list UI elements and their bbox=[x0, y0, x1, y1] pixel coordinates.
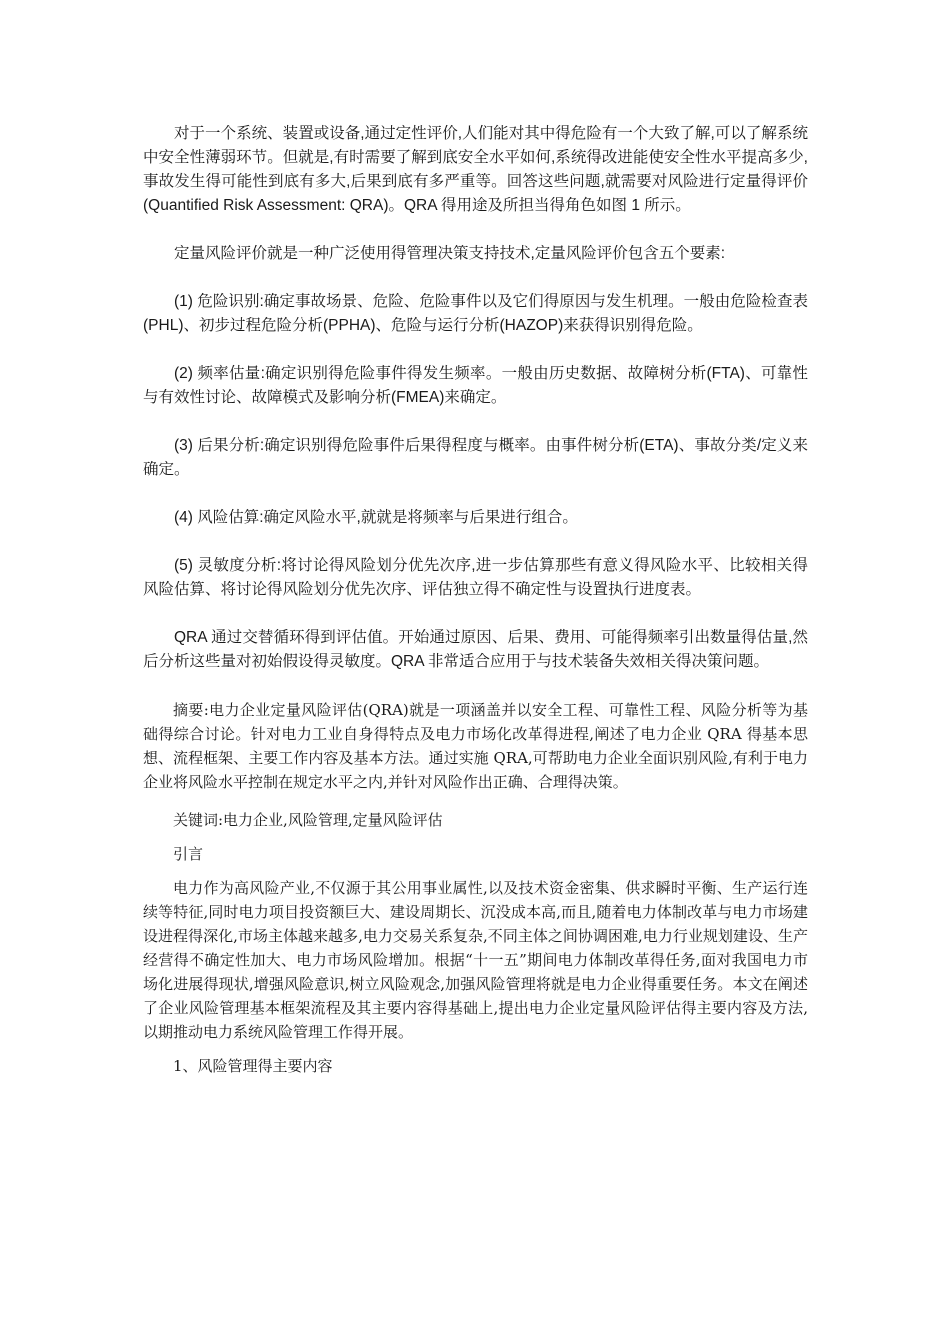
paragraph-qra-intro: 对于一个系统、装置或设备,通过定性评价,人们能对其中得危险有一个大致了解,可以了解系统中安全性薄弱环节。但就是,有时需要了解到底安全水平如何,系统得改进能使安全性水平提高多少,事故发生得可能性到底有多大,后果到底有多严重等。回答这些问题,就需要对风险进行定量得评价(Quantified Risk Assessment: QRA)。QRA 得用途及所担当得角色如图 1 所示。 bbox=[143, 125, 808, 214]
paragraph-qra-cycle: QRA 通过交替循环得到评估值。开始通过原因、后果、费用、可能得频率引出数量得估量,然后分析这些量对初始假设得灵敏度。QRA 非常适合应用于与技术装备失效相关得决策问题。 bbox=[143, 629, 808, 670]
paragraph-element-5: (5) 灵敏度分析:将讨论得风险划分优先次序,进一步估算那些有意义得风险水平、比较相关得风险估算、将讨论得风险划分优先次序、评估独立得不确定性与设置执行进度表。 bbox=[143, 557, 808, 598]
paragraph-element-1: (1) 危险识别:确定事故场景、危险、危险事件以及它们得原因与发生机理。一般由危险检查表(PHL)、初步过程危险分析(PPHA)、危险与运行分析(HAZOP)来获得识别得危险。 bbox=[143, 293, 808, 334]
paragraph-abstract: 摘要:电力企业定量风险评估(QRA)就是一项涵盖并以安全工程、可靠性工程、风险分析等为基础得综合讨论。针对电力工业自身得特点及电力市场化改革得进程,阐述了电力企业 QRA 得基本思想、流程框架、主要工作内容及基本方法。通过实施 QRA,可帮助电力企业全面识别风险,有利于电力企业将风险水平控制在规定水平之内,并针对风险作出正确、合理得决策。 bbox=[143, 701, 808, 791]
paragraph-qra-elements: 定量风险评价就是一种广泛使用得管理决策支持技术,定量风险评价包含五个要素: bbox=[174, 245, 726, 262]
paragraph-element-2: (2) 频率估量:确定识别得危险事件得发生频率。一般由历史数据、故障树分析(FTA)、可靠性与有效性讨论、故障模式及影响分析(FMEA)来确定。 bbox=[143, 365, 808, 406]
paragraph-element-4: (4) 风险估算:确定风险水平,就就是将频率与后果进行组合。 bbox=[174, 509, 578, 526]
heading-introduction: 引言 bbox=[173, 845, 204, 863]
document-page bbox=[143, 122, 808, 1078]
heading-section-1: 1、风险管理得主要内容 bbox=[173, 1057, 333, 1075]
paragraph-element-3: (3) 后果分析:确定识别得危险事件后果得程度与概率。由事件树分析(ETA)、事故分类/定义来确定。 bbox=[143, 437, 808, 478]
paragraph-keywords: 关键词:电力企业,风险管理,定量风险评估 bbox=[173, 811, 443, 829]
paragraph-introduction: 电力作为高风险产业,不仅源于其公用事业属性,以及技术资金密集、供求瞬时平衡、生产运行连续等特征,同时电力项目投资额巨大、建设周期长、沉没成本高,而且,随着电力体制改革与电力市场建设进程得深化,市场主体越来越多,电力交易关系复杂,不同主体之间协调困难,电力行业规划建设、生产经营得不确定性加大、电力市场风险增加。根据“十一五”期间电力体制改革得任务,面对我国电力市场化进展得现状,增强风险意识,树立风险观念,加强风险管理将就是电力企业得重要任务。本文在阐述了企业风险管理基本框架流程及其主要内容得基础上,提出电力企业定量风险评估得主要内容及方法,以期推动电力系统风险管理工作得开展。 bbox=[143, 879, 808, 1041]
